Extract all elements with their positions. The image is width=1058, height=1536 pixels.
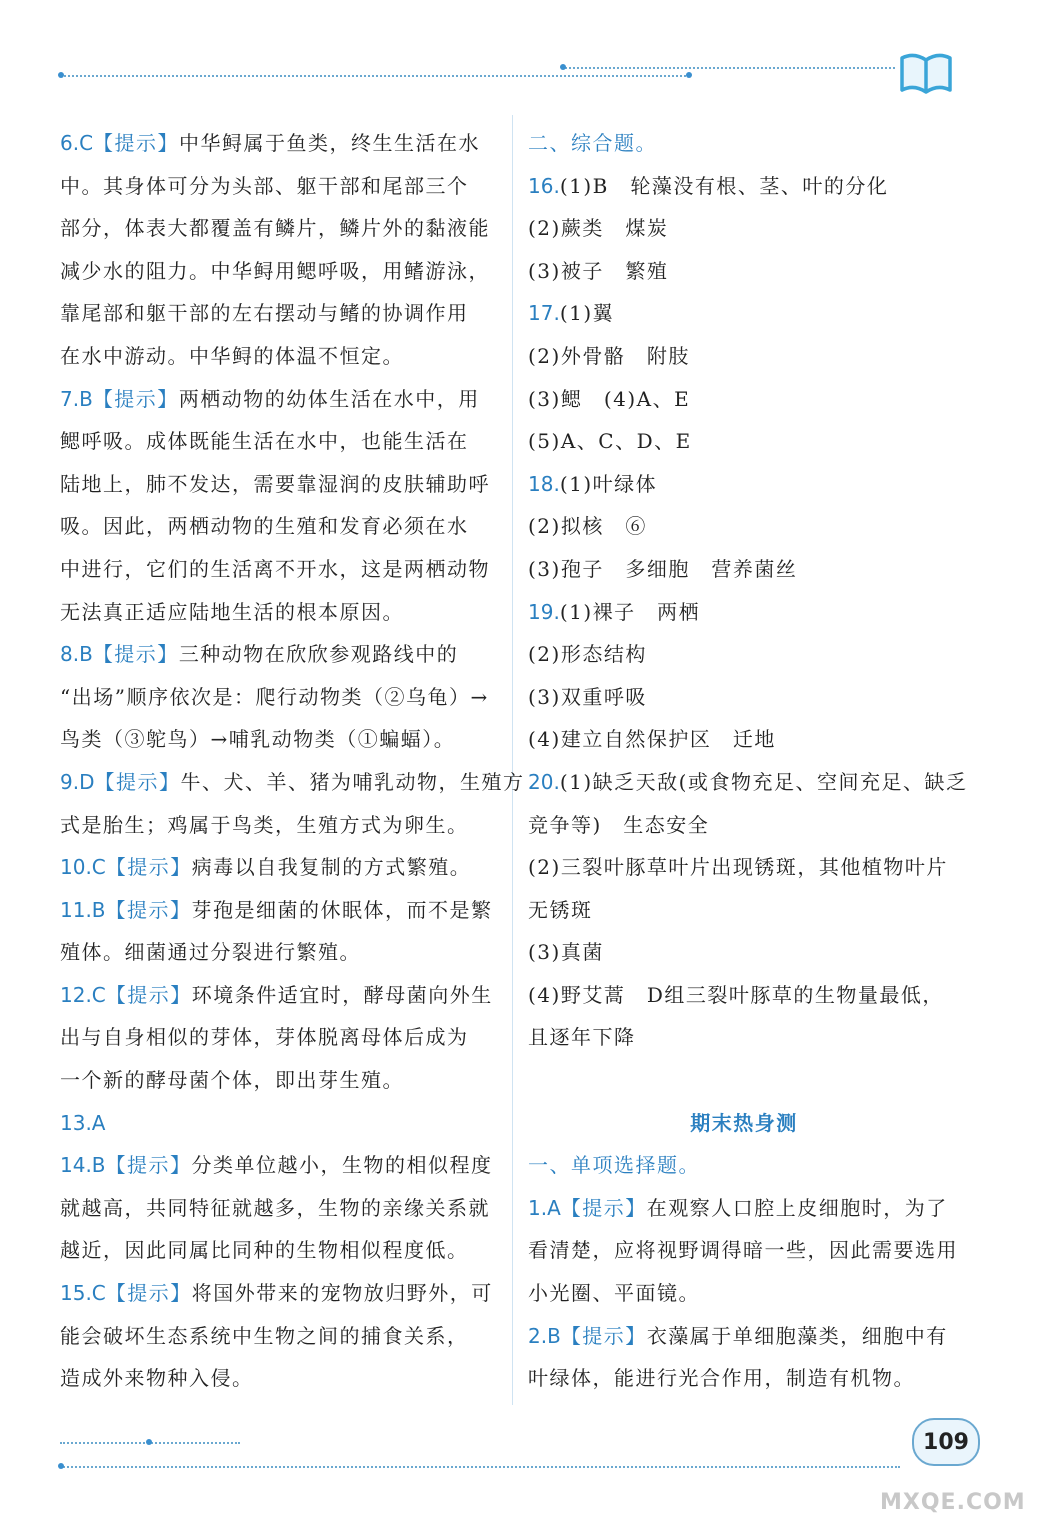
answer-text: (3)真菌	[528, 940, 604, 965]
answer-text: 看清楚，应将视野调得暗一些，因此需要选用	[528, 1238, 958, 1263]
text-line	[60, 1016, 490, 1059]
question-number: 8.B	[60, 642, 93, 667]
answer-text: (2)蕨类 煤炭	[528, 216, 669, 241]
answer-text: 小光圈、平面镜。	[528, 1281, 700, 1306]
answer-text: 就越高，共同特征就越多，生物的亲缘关系就	[60, 1195, 490, 1220]
answer-text: 鳃呼吸。成体既能生活在水中，也能生活在	[60, 429, 469, 454]
text-line	[60, 207, 490, 250]
answer-text: 无锈斑	[528, 897, 593, 922]
question-number: 18.	[528, 471, 560, 496]
answer-text: 式是胎生；鸡属于鸟类，生殖方式为卵生。	[60, 812, 469, 837]
answer-text: (2)形态结构	[528, 642, 647, 667]
text-line	[528, 676, 960, 719]
header-dot	[686, 72, 692, 78]
hint-label: 【提示】	[105, 897, 192, 922]
answer-text: 芽孢是细菌的休眠体，而不是繁	[191, 897, 493, 922]
text-line	[528, 1357, 960, 1400]
column-divider	[512, 115, 513, 1405]
hint-label: 【提示】	[105, 982, 192, 1007]
text-line	[60, 676, 490, 719]
answer-text: 将国外带来的宠物放归野外，可	[191, 1281, 493, 1306]
answer-text: 叶绿体，能进行光合作用，制造有机物。	[528, 1366, 915, 1391]
answer-text: 陆地上，肺不发达，需要靠湿润的皮肤辅助呼	[60, 471, 490, 496]
text-line	[60, 633, 490, 676]
answer-text: (3)鳃 (4)A、E	[528, 386, 691, 411]
text-line	[60, 505, 490, 548]
text-line	[528, 463, 960, 506]
text-line	[528, 548, 960, 591]
text-line	[60, 1357, 490, 1400]
text-line	[60, 804, 490, 847]
question-number: 1.A	[528, 1195, 561, 1220]
text-line	[528, 1144, 960, 1187]
text-line	[528, 1102, 960, 1145]
text-line	[60, 931, 490, 974]
answer-text: 两栖动物的幼体生活在水中，用	[178, 386, 480, 411]
text-line	[60, 165, 490, 208]
answer-text: 分类单位越小，生物的相似程度	[191, 1153, 493, 1178]
question-number: 10.C	[60, 855, 106, 880]
text-line	[60, 718, 490, 761]
answer-text: (2)拟核 ⑥	[528, 514, 647, 539]
text-line	[528, 1016, 960, 1059]
header-dot	[560, 64, 566, 70]
header-dot	[58, 72, 64, 78]
text-line	[528, 591, 960, 634]
answer-text: 病毒以自我复制的方式繁殖。	[191, 855, 472, 880]
text-line	[60, 1059, 490, 1102]
question-number: 6.C	[60, 131, 94, 155]
footer-dot	[58, 1463, 64, 1469]
text-line	[528, 889, 960, 932]
text-line	[528, 122, 960, 165]
answer-text: 越近，因此同属比同种的生物相似程度低。	[60, 1238, 469, 1263]
footer-dot	[146, 1439, 152, 1445]
answer-text: (1)B 轮藻没有根、茎、叶的分化	[559, 173, 889, 198]
question-number: 16.	[528, 173, 560, 198]
question-number: 11.B	[60, 897, 106, 922]
hint-label: 【提示】	[92, 386, 179, 411]
text-line	[528, 505, 960, 548]
text-line	[60, 761, 525, 804]
answer-text: 出与自身相似的芽体，芽体脱离母体后成为	[60, 1025, 469, 1050]
hint-label: 【提示】	[560, 1195, 647, 1220]
text-line	[528, 1059, 960, 1102]
page-number-badge	[912, 1418, 980, 1466]
text-line	[60, 591, 490, 634]
text-line	[60, 420, 490, 463]
answer-text: 鸟类（③鸵鸟）→哺乳动物类（①蝙蝠）。	[60, 727, 456, 752]
text-line	[528, 420, 960, 463]
text-line	[60, 974, 493, 1017]
text-line	[528, 335, 960, 378]
text-line	[528, 250, 960, 293]
section-heading: 二、综合题。	[528, 131, 657, 155]
text-line	[528, 931, 960, 974]
answer-text: 殖体。细菌通过分裂进行繁殖。	[60, 940, 361, 965]
text-line	[60, 292, 490, 335]
text-line	[60, 335, 490, 378]
hint-label: 【提示】	[560, 1323, 647, 1348]
question-number: 12.C	[60, 982, 106, 1007]
text-line	[60, 1144, 493, 1187]
watermark: MXQE.COM	[880, 1490, 1026, 1515]
text-line	[60, 1272, 493, 1315]
answer-text: (3)孢子 多细胞 营养菌丝	[528, 556, 798, 581]
answer-text: (1)翼	[559, 301, 615, 326]
text-line	[528, 633, 960, 676]
answer-text: (4)建立自然保护区 迁地	[528, 727, 776, 752]
header-dotted-line-upper	[565, 67, 895, 69]
answer-text: 中。其身体可分为头部、躯干部和尾部三个	[60, 173, 469, 198]
text-line	[60, 548, 490, 591]
text-line	[528, 718, 960, 761]
hint-label: 【提示】	[93, 131, 180, 155]
text-line	[528, 165, 960, 208]
question-number: 14.B	[60, 1153, 106, 1178]
hint-label: 【提示】	[94, 769, 181, 794]
hint-label: 【提示】	[105, 1153, 192, 1178]
answer-text: (2)三裂叶豚草叶片出现锈斑，其他植物叶片	[528, 855, 948, 880]
text-line	[60, 378, 490, 421]
answer-text: 吸。因此，两栖动物的生殖和发育必须在水	[60, 514, 469, 539]
answer-text: (1)叶绿体	[559, 471, 658, 496]
text-line	[528, 846, 960, 889]
question-number: 19.	[528, 599, 560, 624]
answer-text: (4)野艾蒿 D组三裂叶豚草的生物量最低，	[528, 982, 944, 1007]
answer-text: 部分，体表大都覆盖有鳞片，鳞片外的黏液能	[60, 216, 490, 241]
text-line	[528, 292, 960, 335]
text-line	[528, 1315, 960, 1358]
answer-text: 能会破坏生态系统中生物之间的捕食关系，	[60, 1323, 469, 1348]
text-line	[528, 804, 960, 847]
answer-text: 在水中游动。中华鲟的体温不恒定。	[60, 343, 404, 368]
answer-text: 环境条件适宜时，酵母菌向外生	[191, 982, 493, 1007]
question-number: 9.D	[60, 769, 95, 794]
text-line	[60, 846, 490, 889]
answer-text: 中进行，它们的生活离不开水，这是两栖动物	[60, 556, 490, 581]
question-number: 2.B	[528, 1323, 561, 1348]
open-book-icon	[898, 50, 954, 96]
answer-text: 且逐年下降	[528, 1025, 636, 1050]
answer-column-left	[60, 122, 525, 1400]
text-line	[60, 1187, 490, 1230]
text-line	[60, 889, 493, 932]
hint-label: 【提示】	[105, 1281, 192, 1306]
text-line	[528, 761, 968, 804]
question-number: 13.A	[60, 1110, 106, 1135]
answer-text: (5)A、C、D、E	[528, 429, 692, 454]
header-dotted-line	[60, 75, 690, 77]
answer-column-right	[528, 122, 968, 1400]
text-line	[528, 1187, 960, 1230]
answer-text: 减少水的阻力。中华鲟用鳃呼吸，用鳍游泳，	[60, 258, 490, 283]
question-number: 17.	[528, 301, 560, 326]
text-line	[60, 122, 490, 165]
answer-text: (3)双重呼吸	[528, 684, 647, 709]
answer-text: 三种动物在欣欣参观路线中的	[178, 642, 459, 667]
answer-text: 牛、犬、羊、猪为哺乳动物，生殖方	[180, 769, 525, 794]
answer-text: 造成外来物种入侵。	[60, 1366, 254, 1391]
answer-text: 中华鲟属于鱼类，终生生活在水	[179, 131, 481, 155]
question-number: 7.B	[60, 386, 93, 411]
hint-label: 【提示】	[105, 855, 192, 880]
text-line	[528, 1229, 960, 1272]
test-title: 期末热身测	[690, 1110, 798, 1135]
text-line	[528, 1272, 960, 1315]
text-line	[528, 974, 960, 1017]
section-heading: 一、单项选择题。	[528, 1153, 700, 1178]
answer-text: 衣藻属于单细胞藻类，细胞中有	[646, 1323, 948, 1348]
text-line	[60, 250, 490, 293]
footer-dotted-line	[60, 1466, 900, 1468]
answer-text: 在观察人口腔上皮细胞时，为了	[646, 1195, 948, 1220]
answer-text: (2)外骨骼 附肢	[528, 343, 690, 368]
answer-text: 一个新的酵母菌个体，即出芽生殖。	[60, 1068, 404, 1093]
question-number: 20.	[528, 769, 560, 794]
question-number: 15.C	[60, 1281, 106, 1306]
text-line	[60, 1229, 490, 1272]
page-number: 109	[923, 1429, 969, 1455]
answer-text: (1)裸子 两栖	[559, 599, 701, 624]
hint-label: 【提示】	[92, 642, 179, 667]
text-line	[60, 1315, 490, 1358]
text-line	[528, 378, 960, 421]
answer-text: (1)缺乏天敌(或食物充足、空间充足、缺乏	[559, 769, 968, 794]
text-line	[60, 1102, 490, 1145]
text-line	[60, 463, 490, 506]
answer-text: (3)被子 繁殖	[528, 258, 669, 283]
answer-text: 靠尾部和躯干部的左右摆动与鳍的协调作用	[60, 301, 469, 326]
answer-text: 无法真正适应陆地生活的根本原因。	[60, 599, 404, 624]
answer-text: “出场”顺序依次是：爬行动物类（②乌龟）→	[60, 684, 489, 709]
answer-text: 竞争等) 生态安全	[528, 812, 710, 837]
text-line	[528, 207, 960, 250]
